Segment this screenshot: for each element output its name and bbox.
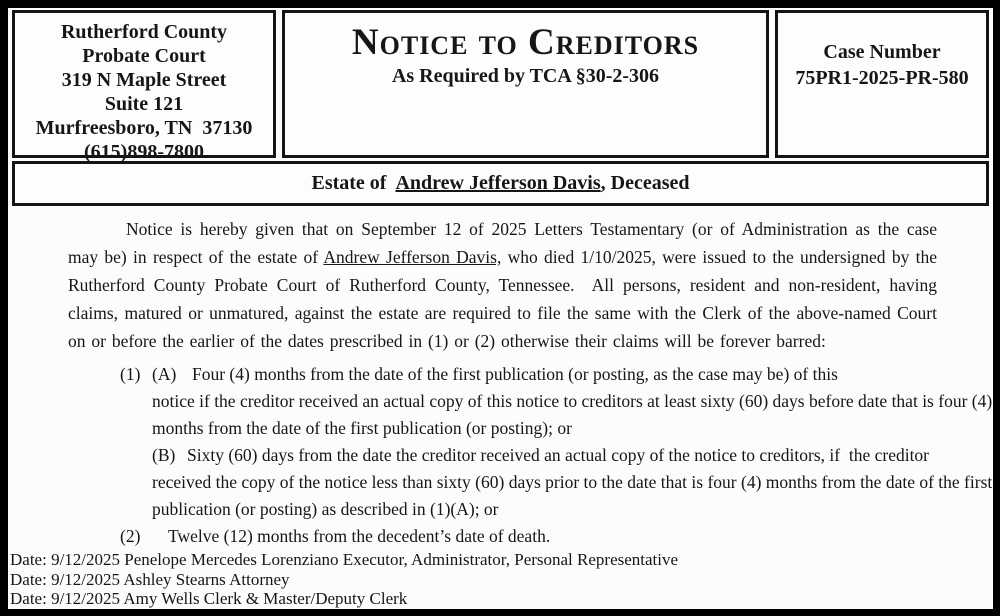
court-city-state-zip: Murfreesboro, TN 37130 [35,117,253,139]
list-marker-a: (A) [152,364,177,384]
body-text-after-name: who died 1/10/2025, were issued to the undersigned by the Rutherford County Probate Court of Rutherford County, Tennessee. All persons, resident and non-resident, having claims, matured or unmatured, against the estate are required to file the same with the Clerk of the above-named Court on or before the earlier of the dates prescribed in (1) or (2) otherwise their claims will be forever barred: [68,247,937,351]
body-decedent-name: Andrew Jefferson Davis, [323,247,502,267]
case-number-box [775,10,989,158]
document-page [8,8,993,609]
list-item-1b-text-1: Sixty (60) days from the date the creditor received an actual copy of the notice to creditors, if the creditor [187,445,930,465]
case-number-label: Case Number [823,41,941,63]
signature-line-attorney: Date: 9/12/2025 Ashley Stearns Attorney [10,569,290,589]
list-item-1b-line-1 [8,442,993,469]
signature-date-block [10,550,993,609]
page-title: Notice to Creditors [351,22,700,63]
signature-line-clerk: Date: 9/12/2025 Amy Wells Clerk & Master/Deputy Clerk [10,589,408,608]
list-item-1a-text-2: notice if the creditor received an actual copy of this notice to creditors at least sixty (60) days before date that is four (4) [152,391,993,411]
deadline-list [8,361,993,550]
list-marker-1: (1) [120,364,141,384]
page-subtitle: As Required by TCA §30-2-306 [391,65,660,87]
list-item-1b-line-2 [8,469,993,496]
title-box [282,10,769,158]
list-item-2-text: Twelve (12) months from the decedent’s date of death. [168,526,551,546]
notice-body-paragraph [68,215,937,355]
court-name-line-1: Rutherford County [60,21,228,43]
estate-prefix: Estate of [311,172,387,194]
estate-suffix: , Deceased [600,172,690,194]
body-text-before-name: Notice is hereby given that on September 12 of 2025 Letters Testamentary (or of Administration as the case may be) in respect of the estate of [68,219,937,267]
signature-line-executor: Date: 9/12/2025 Penelope Mercedes Lorenziano Executor, Administrator, Personal Representative [10,550,679,569]
list-item-1b-text-3: publication (or posting) as described in (1)(A); or [152,499,499,519]
court-phone: (615)898-7800 [84,141,204,163]
court-name-line-2: Probate Court [82,45,206,67]
header-top-row [12,10,989,163]
case-number-value: 75PR1-2025-PR-580 [795,67,969,89]
list-item-1a-line-2 [8,388,993,415]
court-street: 319 N Maple Street [61,69,227,91]
estate-decedent-name: Andrew Jefferson Davis [395,172,601,194]
document-header [12,10,989,206]
list-item-1a-line-3 [8,415,993,442]
list-item-1a-text-1: Four (4) months from the date of the first publication (or posting, as the case may be) of this [192,364,838,384]
list-marker-b: (B) [152,445,176,465]
list-item-1b-text-2: received the copy of the notice less than sixty (60) days prior to the date that is four (4) months from the date of the first [152,472,993,492]
court-address-box [12,10,276,163]
list-item-1a-text-3: months from the date of the first publication (or posting); or [152,418,572,438]
list-item-1b-line-3 [8,496,993,523]
list-marker-2: (2) [120,526,141,546]
court-suite: Suite 121 [104,93,184,115]
estate-title-row [12,161,989,206]
list-item-2 [8,523,993,550]
list-item-1a-line-1 [8,361,993,388]
